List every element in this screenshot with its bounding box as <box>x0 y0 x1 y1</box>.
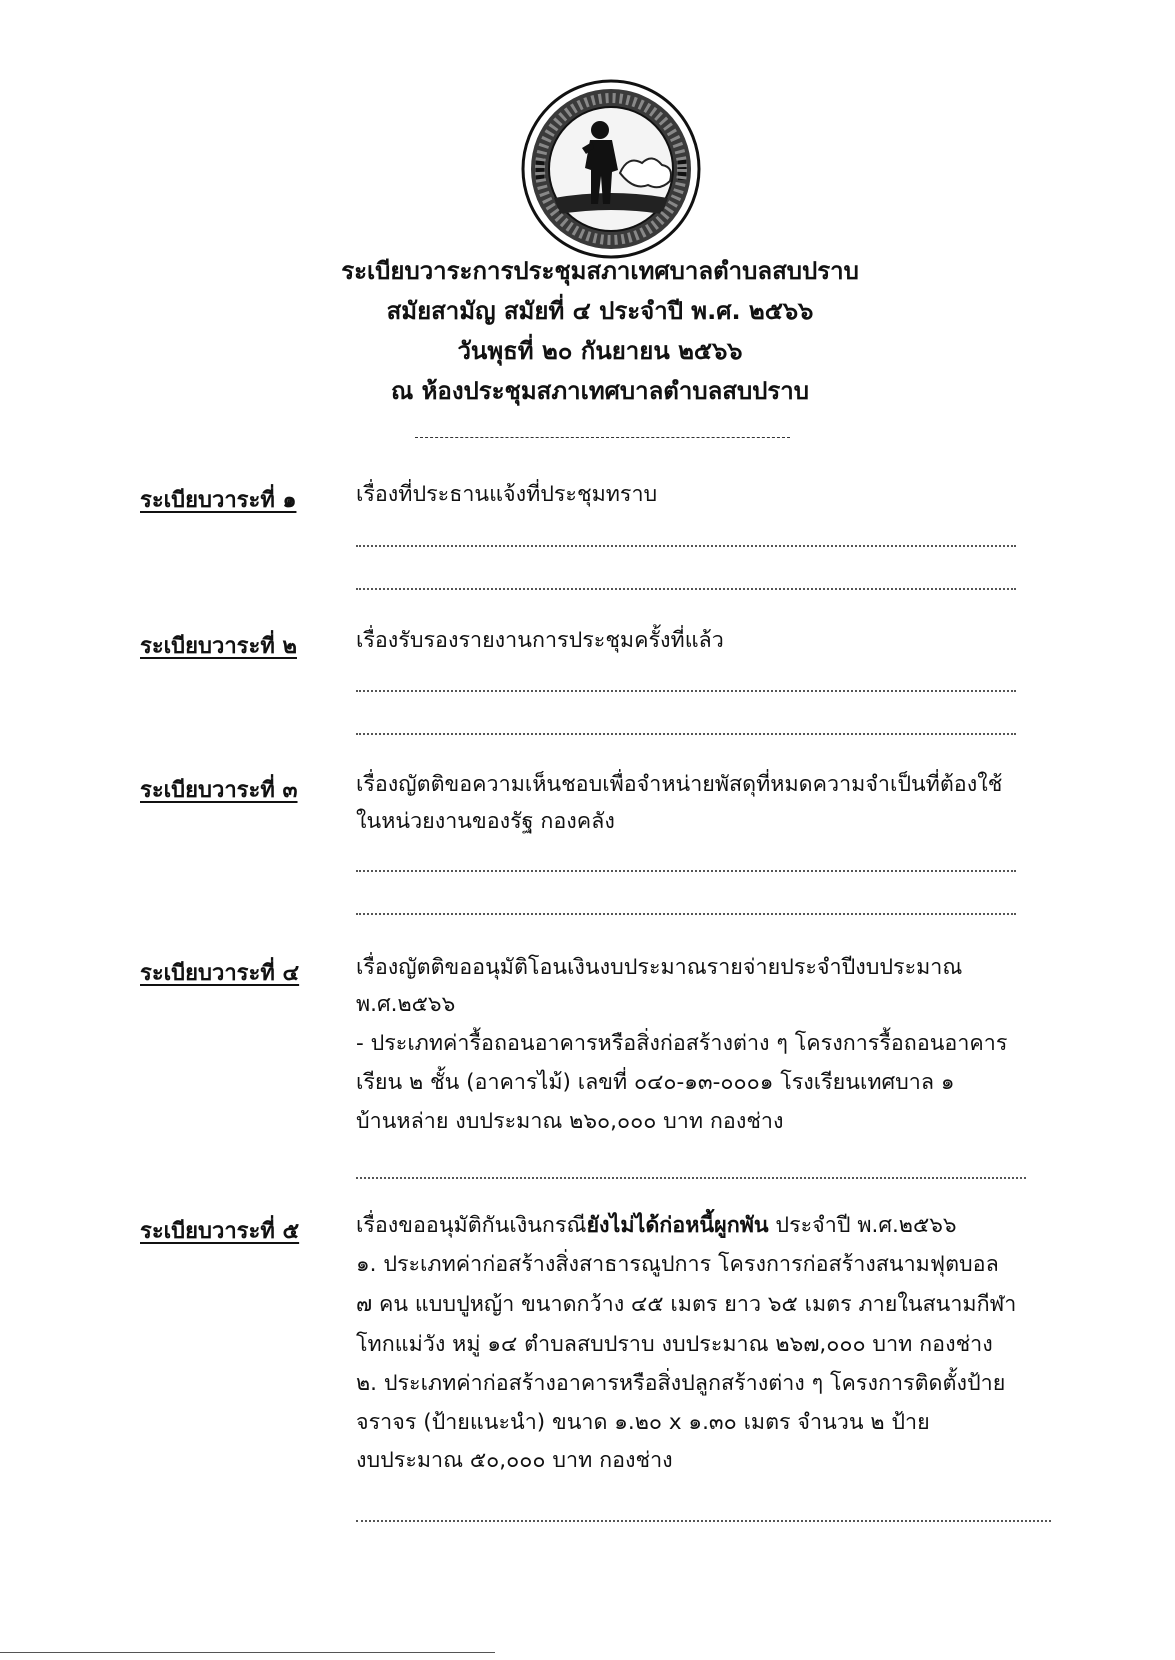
agenda-4-line-3: - ประเภทค่ารื้อถอนอาคารหรือสิ่งก่อสร้างต่าง ๆ โครงการรื้อถอนอาคาร <box>356 1031 1008 1056</box>
agenda-5-line-2: ๑. ประเภทค่าก่อสร้างสิ่งสาธารณูปการ โครงการก่อสร้างสนามฟุตบอล <box>356 1252 999 1277</box>
agenda-1-label: ระเบียบวาระที่ ๑ <box>140 488 297 513</box>
agenda-5-line-5: ๒. ประเภทค่าก่อสร้างอาคารหรือสิ่งปลูกสร้างต่าง ๆ โครงการติดตั้งป้าย <box>356 1371 1006 1396</box>
agenda-2-label: ระเบียบวาระที่ ๒ <box>140 634 297 659</box>
agenda-4-line-4: เรียน ๒ ชั้น (อาคารไม้) เลขที่ ๐๔๐-๑๓-๐๐๐๑ โรงเรียนเทศบาล ๑ <box>356 1070 955 1095</box>
agenda-5-line-3: ๗ คน แบบปูหญ้า ขนาดกว้าง ๔๕ เมตร ยาว ๖๕ เมตร ภายในสนามกีฬา <box>356 1292 1017 1317</box>
agenda-5-label: ระเบียบวาระที่ ๕ <box>140 1219 300 1244</box>
agenda-5-note-line-1 <box>356 1520 1051 1522</box>
agenda-3-label: ระเบียบวาระที่ ๓ <box>140 778 298 803</box>
agenda-3-note-line-1 <box>356 870 1016 872</box>
municipal-seal-icon <box>520 78 702 260</box>
agenda-2-line-1: เรื่องรับรองรายงานการประชุมครั้งที่แล้ว <box>356 628 724 653</box>
agenda-2-note-line-2 <box>356 733 1016 735</box>
agenda-5-line-1-pre: เรื่องขออนุมัติกันเงินกรณี <box>356 1213 587 1238</box>
agenda-5-line-6: จราจร (ป้ายแนะนำ) ขนาด ๑.๒๐ x ๑.๓๐ เมตร จำนวน ๒ ป้าย <box>356 1410 930 1435</box>
agenda-2-note-line-1 <box>356 690 1016 692</box>
agenda-1-line-1: เรื่องที่ประธานแจ้งที่ประชุมทราบ <box>356 482 658 507</box>
agenda-3-line-2: ในหน่วยงานของรัฐ กองคลัง <box>356 809 615 834</box>
title-line-1: ระเบียบวาระการประชุมสภาเทศบาลตำบลสบปราบ <box>341 257 859 285</box>
agenda-5-line-1-bold: ยังไม่ได้ก่อหนี้ผูกพัน <box>586 1213 769 1238</box>
agenda-1-note-line-2 <box>356 588 1016 590</box>
title-line-3: วันพุธที่ ๒๐ กันยายน ๒๕๖๖ <box>457 337 743 365</box>
title-line-4: ณ ห้องประชุมสภาเทศบาลตำบลสบปราบ <box>390 377 810 405</box>
title-divider <box>415 437 790 438</box>
agenda-5-line-1 <box>356 1211 957 1241</box>
agenda-5-line-4: โทกแม่วัง หมู่ ๑๔ ตำบลสบปราบ งบประมาณ ๒๖๗,๐๐๐ บาท กองช่าง <box>356 1332 993 1357</box>
agenda-3-line-1: เรื่องญัตติขอความเห็นชอบเพื่อจำหน่ายพัสดุที่หมดความจำเป็นที่ต้องใช้ <box>356 772 1003 797</box>
agenda-4-line-5: บ้านหล่าย งบประมาณ ๒๖๐,๐๐๐ บาท กองช่าง <box>356 1109 784 1134</box>
agenda-4-line-1: เรื่องญัตติขออนุมัติโอนเงินงบประมาณรายจ่ายประจำปีงบประมาณ <box>356 955 963 980</box>
agenda-4-line-2: พ.ศ.๒๕๖๖ <box>356 992 456 1017</box>
agenda-5-line-1-post: ประจำปี พ.ศ.๒๕๖๖ <box>768 1213 957 1238</box>
agenda-4-note-line-1 <box>356 1177 1026 1179</box>
agenda-1-note-line-1 <box>356 545 1016 547</box>
agenda-4-label: ระเบียบวาระที่ ๔ <box>140 961 300 986</box>
title-line-2: สมัยสามัญ สมัยที่ ๔ ประจำปี พ.ศ. ๒๕๖๖ <box>386 297 814 325</box>
agenda-5-line-7: งบประมาณ ๕๐,๐๐๐ บาท กองช่าง <box>356 1448 673 1473</box>
agenda-3-note-line-2 <box>356 913 1016 915</box>
page-bottom-rule <box>0 1652 495 1653</box>
